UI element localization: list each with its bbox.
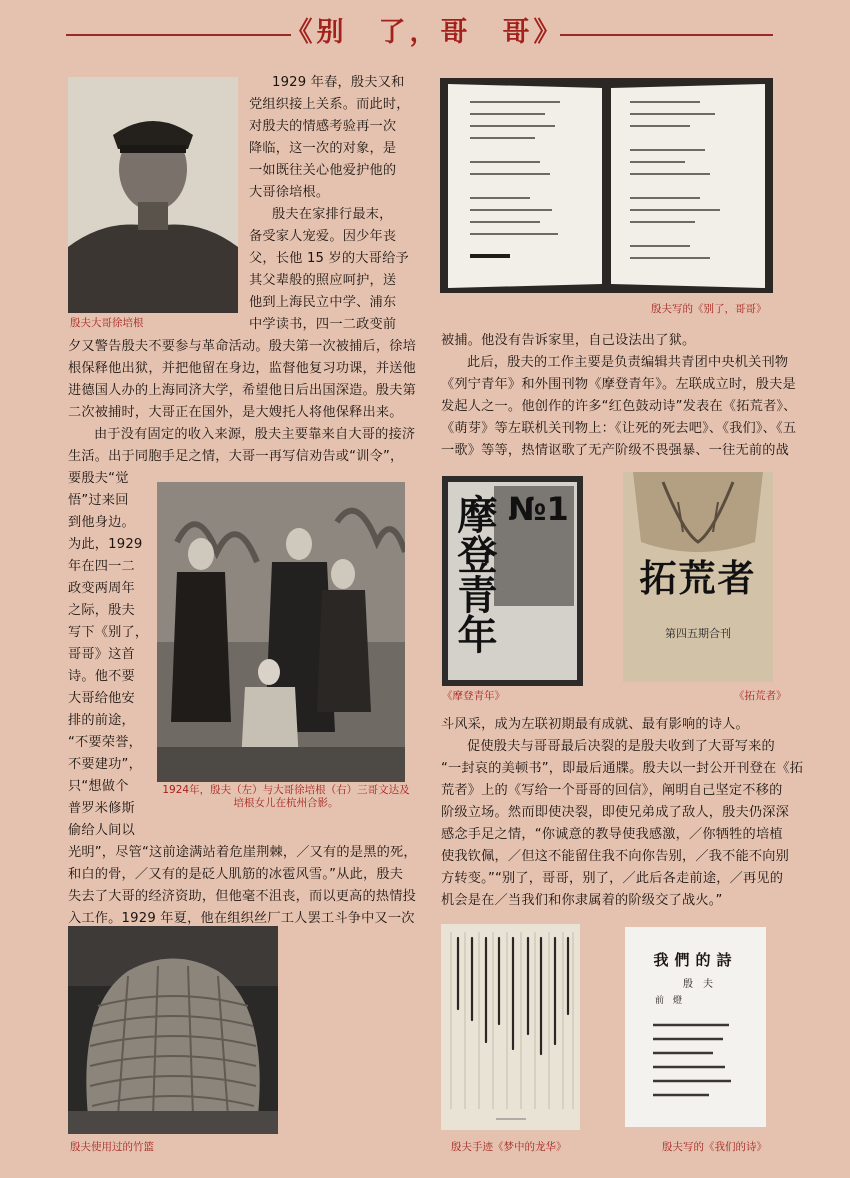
modeng-number: №1	[508, 490, 569, 528]
text-line: 哥哥》这首	[68, 647, 135, 662]
family-photo	[157, 482, 405, 782]
text-line: 进德国人办的上海同济大学，希望他日后出国深造。殷夫第	[68, 383, 417, 398]
caption-manuscript: 殷夫手迹《梦中的龙华》	[451, 1141, 567, 1153]
caption-basket: 殷夫使用过的竹篮	[70, 1141, 154, 1153]
text-line: 偷给人间以	[68, 823, 135, 838]
text-line: 《列宁青年》和外围刊物《摩登青年》。左联成立时，殷夫是	[441, 377, 796, 392]
text-line: 要殷夫“觉	[68, 471, 129, 486]
text-line: 普罗米修斯	[68, 801, 135, 816]
text-line: 降临，这一次的对象，是	[249, 141, 397, 156]
text-line: 只“想做个	[68, 779, 129, 794]
text-line: 发起人之一。他创作的许多“红色鼓动诗”发表在《拓荒者》、	[441, 399, 797, 414]
text-line: 父，长他 15 岁的大哥给予	[249, 251, 409, 266]
text-line: 《萌芽》等左联机关刊物上：《让死的死去吧》、《我们》、《五	[441, 421, 797, 436]
text-line: 一歌》等等，热情讴歌了无产阶级不畏强暴、一往无前的战	[441, 443, 790, 458]
text-line: 1929 年春，殷夫又和	[272, 75, 405, 90]
text-line: 殷夫在家排行最末，	[272, 207, 393, 222]
text-line: 诗。他不要	[68, 669, 135, 684]
text-line: 入工作。1929 年夏，他在组织丝厂工人罢工斗争中又一次	[68, 911, 415, 926]
text-line: 为此，1929	[68, 537, 143, 552]
caption-our-poem: 殷夫写的《我们的诗》	[662, 1141, 767, 1153]
text-line: 夕又警告殷夫不要参与革命活动。殷夫第一次被捕后，徐培	[68, 339, 417, 354]
text-line: 中学读书，四一二政变前	[249, 317, 397, 332]
text-line: 二次被捕时，大哥正在国外，是大嫂托人将他保释出来。	[68, 405, 403, 420]
text-line: 生活。出于同胞手足之情，大哥一再写信劝告或“训令”，	[68, 449, 404, 464]
text-line: 使我钦佩，／但这不能留住我不向你告别，／我不能不向别	[441, 849, 790, 864]
text-line: 斗风采，成为左联初期最有成就、最有影响的诗人。	[441, 717, 749, 732]
our-poem-heading: 我們的詩	[653, 951, 738, 969]
poem-book-photo	[440, 78, 773, 293]
caption-modeng: 《摩登青年》	[442, 690, 505, 702]
text-line: 此后，殷夫的工作主要是负责编辑共青团中央机关刊物	[467, 355, 789, 370]
tuohuang-title: 拓荒者	[639, 557, 757, 600]
text-line: 和白的骨，／又有的是砭人肌筋的冰雹风雪。”从此，殷夫	[68, 867, 404, 882]
tuohuang-issue: 第四五期合刊	[665, 627, 731, 640]
text-line: 大哥徐培根。	[249, 185, 330, 200]
text-line: 失去了大哥的经济资助，但他毫不沮丧，而以更高的热情投	[68, 889, 417, 904]
text-line: 大哥给他安	[68, 691, 135, 706]
tuohuang-magazine-cover	[623, 472, 773, 682]
caption-portrait: 殷夫大哥徐培根	[70, 317, 144, 329]
our-poem-author: 殷 夫	[683, 979, 713, 990]
basket-photo	[68, 926, 278, 1134]
text-line: 他到上海民立中学、浦东	[249, 295, 397, 310]
our-poem-page	[625, 927, 766, 1127]
text-line: 由于没有固定的收入来源，殷夫主要靠来自大哥的接济	[94, 427, 416, 442]
text-line: 到他身边。	[68, 515, 135, 530]
text-line: 对殷夫的情感考验再一次	[249, 119, 397, 134]
text-line: 根保释他出狱，并把他留在身边，监督他复习功课，并送他	[68, 361, 417, 376]
text-line: 党组织接上关系。而此时，	[249, 97, 410, 112]
text-line: 阶级立场。然而即使决裂，即使兄弟成了敌人，殷夫仍深深	[441, 805, 790, 820]
text-line: “不要荣誉，	[68, 735, 142, 750]
text-line: 一如既往关心他爱护他的	[249, 163, 397, 178]
manuscript-photo	[441, 924, 580, 1130]
text-line: 光明”，尽管“这前途满站着危崖荆棘，／又有的是黑的死，	[68, 845, 417, 860]
page-title: 《别 了，哥 哥》	[285, 17, 565, 48]
text-line: 备受家人宠爱。因少年丧	[249, 229, 397, 244]
text-line: 悟”过来回	[68, 493, 129, 508]
text-line: 之际，殷夫	[68, 603, 135, 618]
text-line: 被捕。他没有告诉家里，自己设法出了狱。	[441, 333, 696, 348]
text-line: “一封哀的美顿书”，即最后通牒。殷夫以一封公开刊登在《拓	[441, 761, 804, 776]
text-line: 感念手足之情，“你诚意的教导使我感激，／你牺牲的培植	[441, 827, 783, 842]
text-line: 写下《别了，	[68, 625, 149, 640]
caption-tuohuang: 《拓荒者》	[734, 690, 787, 702]
text-line: 荒者》上的《写给一个哥哥的回信》，阐明自己坚定不移的	[441, 783, 783, 798]
text-line: 政变两周年	[68, 581, 135, 596]
text-line: 机会是在／当我们和你隶属着的阶级交了战火。”	[441, 893, 723, 908]
caption-poem-book: 殷夫写的《别了，哥哥》	[651, 303, 767, 315]
text-line: 其父辈般的照应呵护，送	[249, 273, 397, 288]
text-line: 年在四一二	[68, 559, 135, 574]
text-line: 排的前途，	[68, 713, 135, 728]
caption-family: 1924年，殷夫（左）与大哥徐培根（右）三哥文达及培根女儿在杭州合影。	[162, 784, 410, 809]
modeng-title: 摩登青年	[451, 494, 497, 654]
our-poem-sub: 前 燈	[655, 996, 683, 1006]
portrait-photo	[68, 77, 238, 313]
modeng-magazine-cover	[442, 476, 583, 686]
text-line: 不要建功”，	[68, 757, 142, 772]
text-line: 方转变。”“别了，哥哥，别了，／此后各走前途，／再见的	[441, 871, 784, 886]
text-line: 促使殷夫与哥哥最后决裂的是殷夫收到了大哥写来的	[467, 739, 775, 754]
